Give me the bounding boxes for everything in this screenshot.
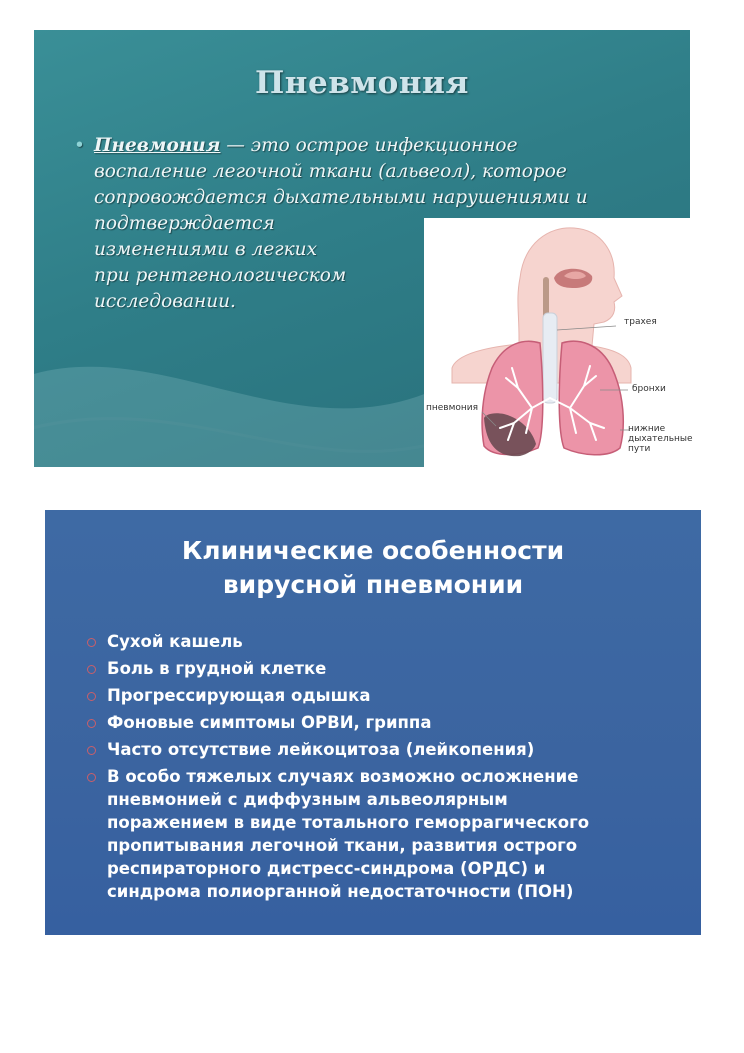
definition-line: подтверждается [94,213,275,234]
slide-viral-pneumonia-features [45,510,701,935]
respiratory-system-diagram [424,218,704,468]
definition-line: исследовании. [94,291,236,312]
bullet-icon [87,692,96,701]
label-trachea: трахея [624,317,657,327]
label-lower-airways: нижние дыхательные пути [628,424,693,454]
label-bronchi: бронхи [632,384,666,394]
slide-title: Пневмония [255,65,469,101]
list-item: Сухой кашель [85,630,685,653]
definition-line: изменениями в легких [94,239,318,260]
list-item: Прогрессирующая одышка [85,684,685,707]
definition-line: при рентгенологическом [94,265,347,286]
symptoms-list [85,630,685,907]
definition-line: воспаление легочной ткани (альвеол), которое [94,161,567,182]
definition-line: Пневмония — это острое инфекционное [94,135,518,156]
list-item: Фоновые симптомы ОРВИ, гриппа [85,711,685,734]
slide-title: Клинические особенности вирусной пневмонии [181,536,565,599]
definition-line: сопровождается дыхательными нарушениями и [94,187,588,208]
list-item: Боль в грудной клетке [85,657,685,680]
bullet-dot: • [74,135,85,156]
label-pneumonia: пневмония [426,403,479,413]
bullet-icon [87,719,96,728]
list-item: В особо тяжелых случаях возможно осложнение пневмонией с диффузным альвеолярным поражением в виде тотального геморрагического пропитывания легочной ткани, развития острого респираторного дистресс-синдрома (ОРДС) и синдрома полиорганной недостаточности (ПОН) [85,765,685,903]
definition-term: Пневмония [94,135,221,156]
bullet-icon [87,746,96,755]
bullet-icon [87,638,96,647]
bullet-icon [87,665,96,674]
list-item: Часто отсутствие лейкоцитоза (лейкопения) [85,738,685,761]
bullet-icon [87,773,96,782]
